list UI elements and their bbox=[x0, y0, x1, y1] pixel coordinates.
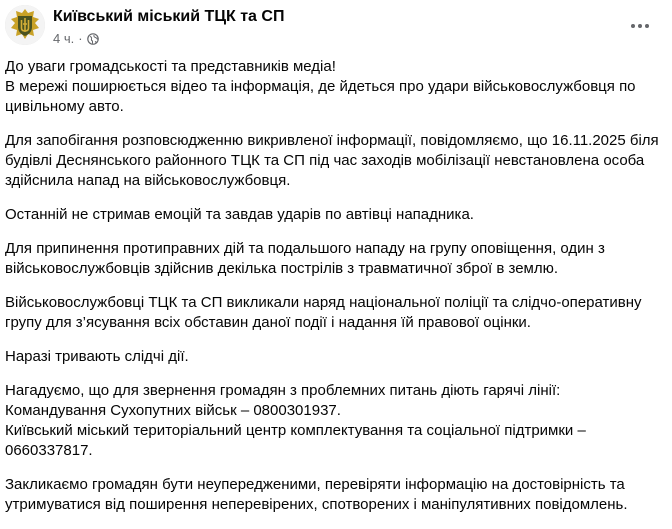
post-paragraph: Наразі тривають слідчі дії. bbox=[5, 348, 189, 365]
more-horizontal-icon bbox=[630, 23, 650, 29]
post-paragraph: Для припинення протиправних дій та подальшого нападу на групу оповіщення, один з військовослужбовців здійснив декілька пострілів з травматичної зброї в землю. bbox=[5, 240, 605, 277]
post-paragraph: Останній не стримав емоцій та завдав ударів по автівці нападника. bbox=[5, 206, 474, 223]
post-paragraph: Військовослужбовці ТЦК та СП викликали наряд національної поліції та слідчо-оперативну групу для з’ясування всіх обставин даної події і надання їй правової оцінки. bbox=[5, 294, 642, 331]
post-paragraph: Для запобігання розповсюдженню викривленої інформації, повідомляємо, що 16.11.2025 біля будівлі Деснянського районного ТЦК та СП під час заходів мобілізації невстановлена особа здійснила напад на військовослужбовця. bbox=[5, 132, 659, 189]
emblem-icon bbox=[5, 5, 45, 45]
more-options-button[interactable] bbox=[628, 14, 652, 38]
post-text bbox=[5, 57, 667, 529]
globe-icon bbox=[87, 33, 99, 45]
post-paragraph: До уваги громадськості та представників медіа! В мережі поширюється відео та інформація, де йдеться про удари військовослужбовця по цивільному авто. bbox=[5, 58, 636, 115]
post-paragraph: Нагадуємо, що для звернення громадян з проблемних питань діють гарячі лінії: Командування Сухопутних військ – 0800301937. Київський міський територіальний центр комплектування та соціальної підтримки – 0660337817. bbox=[5, 382, 586, 459]
post-meta bbox=[53, 31, 99, 46]
meta-separator: · bbox=[78, 31, 83, 46]
post-paragraph: Закликаємо громадян бути неупередженими, перевіряти інформацію на достовірність та утримуватися від поширення неперевірених, спотворених і маніпулятивних повідомлень. bbox=[5, 476, 628, 513]
post-header bbox=[0, 0, 672, 56]
page-avatar[interactable] bbox=[5, 5, 45, 45]
page-name-link[interactable]: Київський міський ТЦК та СП bbox=[53, 8, 285, 25]
post-time[interactable]: 4 ч. bbox=[53, 31, 75, 46]
